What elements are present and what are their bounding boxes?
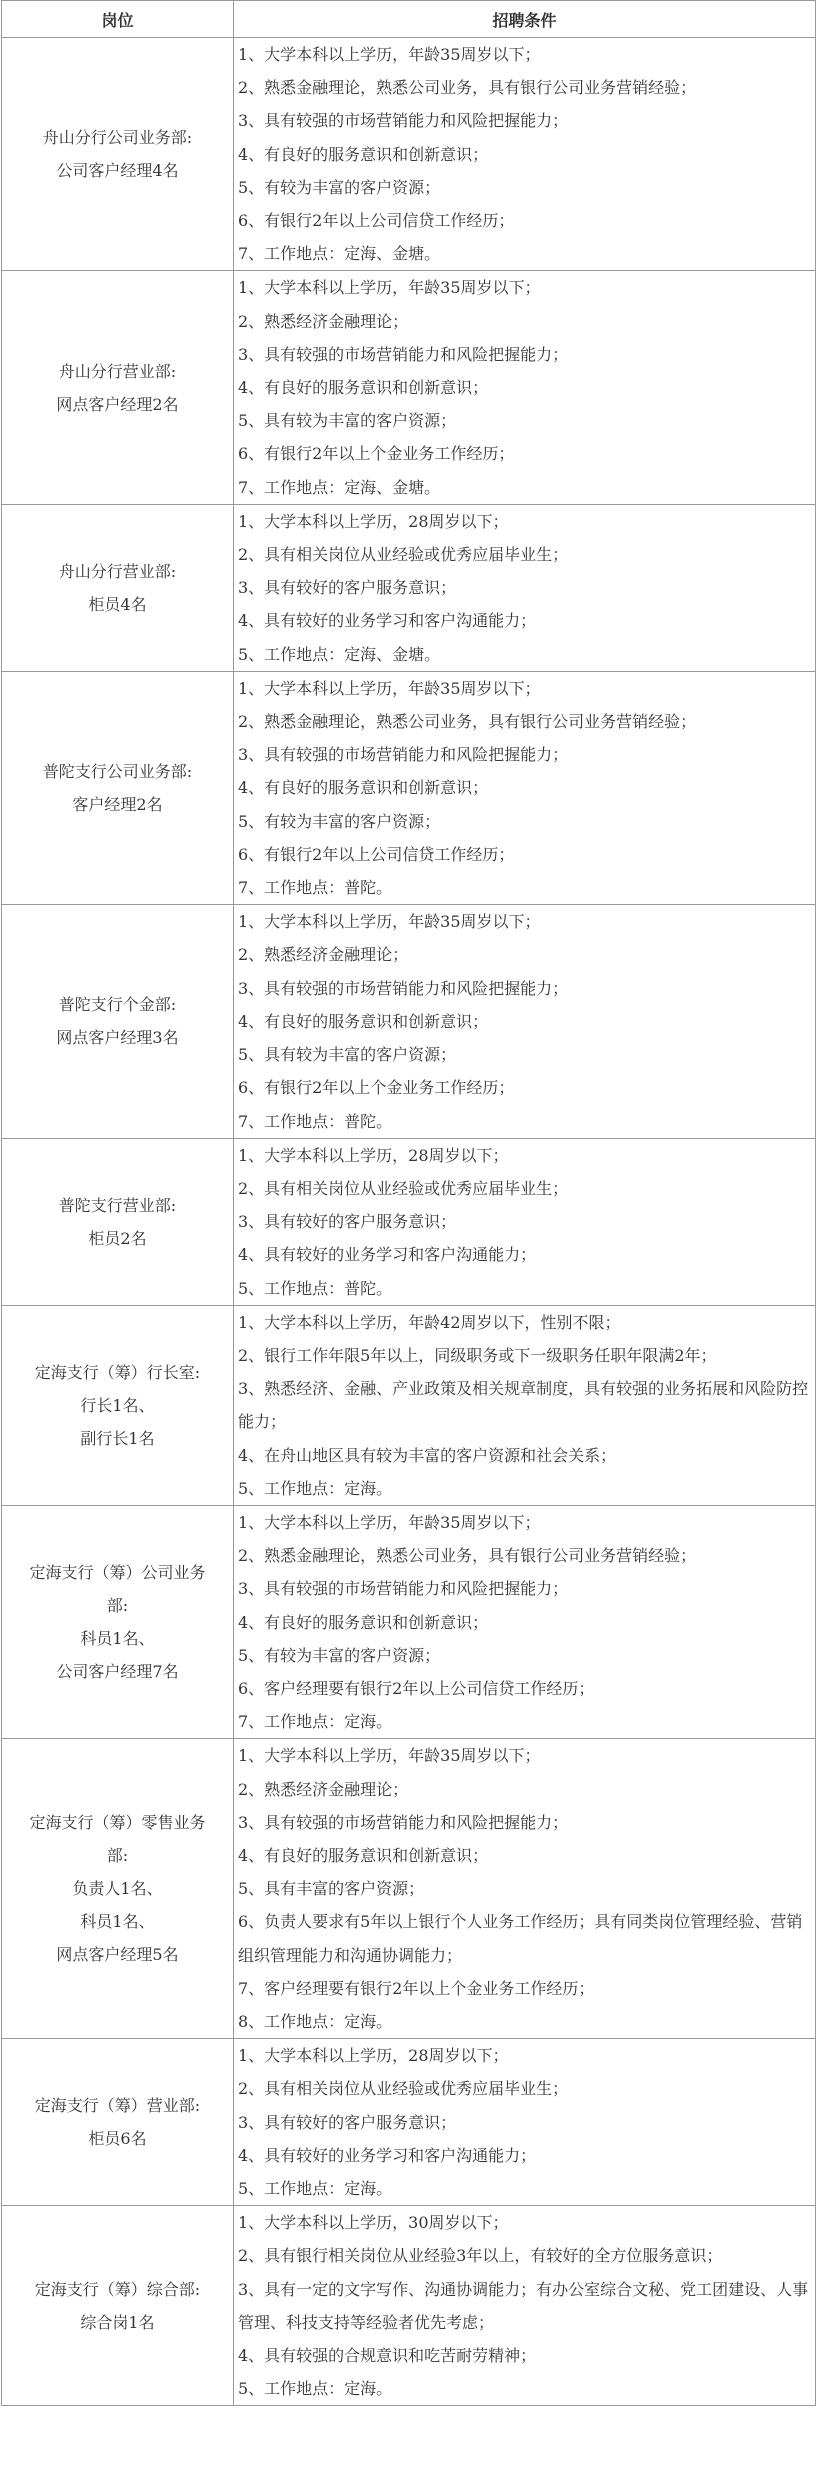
requirement-item: 5、工作地点：定海、金塘。 [238, 644, 441, 664]
requirement-item: 3、具有一定的文字写作、沟通协调能力；有办公室综合文秘、党工团建设、人事管理、科技支持等经验者优先考虑； [238, 2279, 809, 2332]
requirement-item: 4、有良好的服务意识和创新意识； [238, 1612, 489, 1632]
requirements-cell [234, 38, 816, 271]
requirement-item: 4、具有较好的业务学习和客户沟通能力； [238, 611, 537, 631]
requirement-item: 4、有良好的服务意识和创新意识； [238, 1011, 489, 1031]
requirement-item: 1、大学本科以上学历，30周岁以下； [238, 2213, 509, 2233]
position-text: 负责人1名、 [72, 1879, 163, 1899]
requirements-cell [234, 905, 816, 1138]
requirement-item: 6、负责人要求有5年以上银行个人业务工作经历；具有同类岗位管理经验、营销组织管理能力和沟通协调能力； [238, 1912, 803, 1965]
requirements-cell [234, 2206, 816, 2406]
position-text: 网点客户经理5名 [56, 1945, 179, 1965]
position-text: 柜员2名 [88, 1228, 147, 1248]
requirement-item: 3、具有较好的客户服务意识； [238, 1212, 457, 1232]
requirements-cell [234, 1505, 816, 1738]
requirement-item: 4、有良好的服务意识和创新意识； [238, 378, 489, 398]
position-column-header: 岗位 [2, 1, 234, 38]
position-cell [2, 504, 234, 671]
position-text: 副行长1名 [80, 1428, 155, 1448]
requirement-item: 2、熟悉经济金融理论； [238, 1779, 409, 1799]
requirements-cell [234, 1138, 816, 1305]
requirement-item: 5、工作地点：定海。 [238, 2179, 393, 2198]
requirements-column-header: 招聘条件 [234, 1, 816, 38]
position-text: 部: [106, 1846, 129, 1866]
requirement-item: 4、有良好的服务意识和创新意识； [238, 778, 489, 798]
position-cell [2, 1138, 234, 1305]
requirement-item: 4、在舟山地区具有较为丰富的客户资源和社会关系； [238, 1445, 617, 1465]
requirement-item: 7、工作地点：普陀。 [238, 878, 393, 898]
position-text: 部: [106, 1596, 129, 1616]
requirement-item: 4、具有较强的合规意识和吃苦耐劳精神； [238, 2346, 537, 2366]
position-text: 科员1名、 [80, 1629, 155, 1649]
requirement-item: 1、大学本科以上学历，28周岁以下； [238, 1145, 509, 1165]
position-text: 综合岗1名 [80, 2312, 155, 2332]
position-cell [2, 1305, 234, 1505]
position-text: 舟山分行营业部: [58, 361, 177, 381]
requirements-cell [234, 271, 816, 504]
requirement-item: 3、具有较强的市场营销能力和风险把握能力； [238, 1579, 569, 1599]
requirement-item: 5、工作地点：普陀。 [238, 1278, 393, 1298]
requirement-item: 2、熟悉金融理论，熟悉公司业务，具有银行公司业务营销经验； [238, 712, 697, 732]
requirements-cell [234, 1739, 816, 2039]
requirement-item: 4、具有较好的业务学习和客户沟通能力； [238, 2145, 537, 2165]
position-text: 行长1名、 [80, 1395, 155, 1415]
requirement-item: 7、工作地点：定海、金塘。 [238, 477, 441, 497]
table-row [2, 1739, 816, 2039]
requirement-item: 1、大学本科以上学历，年龄35周岁以下； [238, 1746, 541, 1766]
position-text: 定海支行（筹）营业部: [34, 2096, 201, 2116]
requirement-item: 3、具有较强的市场营销能力和风险把握能力； [238, 745, 569, 765]
requirement-item: 5、工作地点：定海。 [238, 2379, 393, 2399]
requirement-item: 4、具有较好的业务学习和客户沟通能力； [238, 1245, 537, 1265]
requirement-item: 3、具有较强的市场营销能力和风险把握能力； [238, 978, 569, 998]
recruitment-table [1, 0, 816, 2406]
requirement-item: 3、具有较强的市场营销能力和风险把握能力； [238, 111, 569, 131]
table-row [2, 671, 816, 904]
position-text: 客户经理2名 [72, 795, 163, 815]
position-text: 定海支行（筹）行长室: [34, 1362, 201, 1382]
position-cell [2, 905, 234, 1138]
requirement-item: 2、具有相关岗位从业经验或优秀应届毕业生； [238, 545, 569, 565]
position-cell [2, 671, 234, 904]
requirement-item: 1、大学本科以上学历，年龄35周岁以下； [238, 1512, 541, 1532]
requirement-item: 2、具有相关岗位从业经验或优秀应届毕业生； [238, 2079, 569, 2099]
position-text: 公司客户经理4名 [56, 161, 179, 181]
table-row [2, 2206, 816, 2406]
requirement-item: 6、有银行2年以上个金业务工作经历； [238, 1078, 515, 1098]
requirement-item: 7、工作地点：定海、金塘。 [238, 244, 441, 264]
position-text: 网点客户经理3名 [56, 1028, 179, 1048]
position-text: 科员1名、 [80, 1912, 155, 1932]
position-text: 舟山分行公司业务部: [42, 128, 193, 148]
position-text: 普陀支行公司业务部: [42, 762, 193, 782]
requirement-item: 6、有银行2年以上公司信贷工作经历； [238, 844, 515, 864]
table-row [2, 38, 816, 271]
requirement-item: 5、具有较为丰富的客户资源； [238, 411, 457, 431]
position-text: 柜员4名 [88, 594, 147, 614]
requirement-item: 3、具有较好的客户服务意识； [238, 578, 457, 598]
requirement-item: 2、熟悉金融理论，熟悉公司业务，具有银行公司业务营销经验； [238, 78, 697, 98]
requirement-item: 4、有良好的服务意识和创新意识； [238, 1845, 489, 1865]
table-row [2, 1305, 816, 1505]
position-cell [2, 2206, 234, 2406]
requirement-item: 1、大学本科以上学历，28周岁以下； [238, 2046, 509, 2066]
requirement-item: 2、具有银行相关岗位从业经验3年以上，有较好的全方位服务意识； [238, 2246, 723, 2266]
requirement-item: 3、熟悉经济、金融、产业政策及相关规章制度，具有较强的业务拓展和风险防控能力； [238, 1379, 809, 1432]
requirement-item: 1、大学本科以上学历，年龄35周岁以下； [238, 912, 541, 932]
requirements-cell [234, 2039, 816, 2206]
position-cell [2, 2039, 234, 2206]
requirement-item: 2、熟悉经济金融理论； [238, 311, 409, 331]
requirements-cell [234, 671, 816, 904]
requirement-item: 2、熟悉经济金融理论； [238, 945, 409, 965]
requirement-item: 3、具有较强的市场营销能力和风险把握能力； [238, 1812, 569, 1832]
requirement-item: 6、有银行2年以上公司信贷工作经历； [238, 211, 515, 231]
requirement-item: 5、有较为丰富的客户资源； [238, 1645, 441, 1665]
requirement-item: 2、银行工作年限5年以上，同级职务或下一级职务任职年限满2年； [238, 1345, 717, 1365]
requirement-item: 1、大学本科以上学历，28周岁以下； [238, 511, 509, 531]
requirement-item: 6、有银行2年以上个金业务工作经历； [238, 444, 515, 464]
position-text: 定海支行（筹）零售业务 [29, 1813, 206, 1833]
position-cell [2, 271, 234, 504]
position-text: 柜员6名 [88, 2129, 147, 2149]
requirement-item: 7、工作地点：普陀。 [238, 1111, 393, 1131]
table-row [2, 504, 816, 671]
position-text: 公司客户经理7名 [56, 1662, 179, 1682]
table-body [2, 38, 816, 2406]
requirement-item: 3、具有较好的客户服务意识； [238, 2112, 457, 2132]
position-cell [2, 1505, 234, 1738]
requirement-item: 4、有良好的服务意识和创新意识； [238, 144, 489, 164]
requirement-item: 5、工作地点：定海。 [238, 1478, 393, 1498]
position-text: 定海支行（筹）综合部: [34, 2279, 201, 2299]
position-cell [2, 38, 234, 271]
requirement-item: 2、具有相关岗位从业经验或优秀应届毕业生； [238, 1178, 569, 1198]
requirement-item: 5、具有丰富的客户资源； [238, 1879, 425, 1899]
table-row [2, 905, 816, 1138]
requirement-item: 5、有较为丰富的客户资源； [238, 177, 441, 197]
requirement-item: 2、熟悉金融理论，熟悉公司业务，具有银行公司业务营销经验； [238, 1546, 697, 1566]
requirement-item: 7、工作地点：定海。 [238, 1712, 393, 1732]
position-text: 普陀支行个金部: [58, 995, 177, 1015]
requirement-item: 1、大学本科以上学历，年龄35周岁以下； [238, 45, 541, 64]
position-text: 网点客户经理2名 [56, 394, 179, 414]
requirement-item: 1、大学本科以上学历，年龄35周岁以下； [238, 278, 541, 298]
table-row [2, 2039, 816, 2206]
requirement-item: 6、客户经理要有银行2年以上公司信贷工作经历； [238, 1678, 595, 1698]
table-header-row [2, 1, 816, 38]
position-text: 普陀支行营业部: [58, 1195, 177, 1215]
table-row [2, 271, 816, 504]
position-text: 舟山分行营业部: [58, 561, 177, 581]
requirement-item: 8、工作地点：定海。 [238, 2011, 393, 2031]
requirement-item: 5、有较为丰富的客户资源； [238, 811, 441, 831]
requirement-item: 7、客户经理要有银行2年以上个金业务工作经历； [238, 1978, 595, 1998]
requirements-cell [234, 1305, 816, 1505]
table-row [2, 1505, 816, 1738]
position-cell [2, 1739, 234, 2039]
requirement-item: 5、具有较为丰富的客户资源； [238, 1045, 457, 1065]
requirement-item: 3、具有较强的市场营销能力和风险把握能力； [238, 344, 569, 364]
position-text: 定海支行（筹）公司业务 [29, 1563, 206, 1583]
table-row [2, 1138, 816, 1305]
requirements-cell [234, 504, 816, 671]
requirement-item: 1、大学本科以上学历，年龄35周岁以下； [238, 678, 541, 698]
requirement-item: 1、大学本科以上学历，年龄42周岁以下，性别不限； [238, 1312, 621, 1332]
